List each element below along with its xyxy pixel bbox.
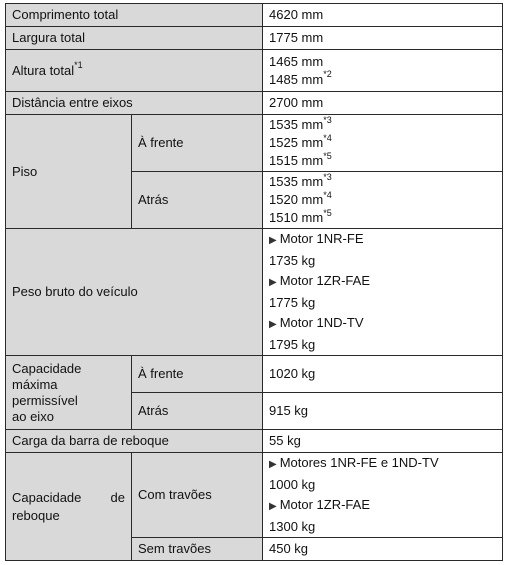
row-label-carga: Carga da barra de reboque (6, 430, 263, 453)
footnote-marker: *1 (74, 60, 83, 71)
piso-frente-value-3: 1515 $mm^{*5}$ (269, 150, 332, 168)
peso-weight-2: 1775 kg (269, 295, 316, 310)
peso-engine-1: ▶ Motor 1NR-FE (269, 231, 364, 246)
row-label-reboque (6, 453, 132, 561)
peso-weight-3: 1795 kg (269, 337, 316, 352)
reboque-com-values (263, 453, 503, 538)
piso-atras-value-2: 1520 $mm^{*4}$ (269, 189, 332, 207)
piso-frente-value-2: 1525 $mm^{*4}$ (269, 132, 332, 150)
table-row (6, 50, 503, 92)
row-label-distancia: Distância entre eixos (6, 92, 263, 115)
table-row (6, 356, 503, 393)
table-row (6, 115, 503, 172)
reboque-engine-1: ▶ Motores 1NR-FE e 1ND-TV (269, 455, 439, 470)
piso-frente-values (263, 115, 503, 172)
reboque-label-line-1: Capacidade de (12, 489, 125, 505)
right-triangle-icon: ▶ (269, 319, 277, 330)
piso-atras-values (263, 172, 503, 229)
altura-value-1: 1465 mm (269, 53, 324, 69)
right-triangle-icon: ▶ (269, 235, 277, 246)
row-label-comprimento: Comprimento total (6, 4, 263, 27)
reboque-engine-2: ▶ Motor 1ZR-FAE (269, 497, 370, 512)
reboque-label-line-2: reboque (12, 507, 60, 523)
specifications-table (5, 3, 503, 561)
capacidade-eixo-atras-value: 915 kg (263, 393, 503, 430)
table-row (6, 27, 503, 50)
table-row (6, 453, 503, 538)
altura-value-2-line (269, 71, 496, 89)
reboque-sem-label: Sem travões (132, 538, 263, 561)
peso-engine-2: ▶ Motor 1ZR-FAE (269, 273, 370, 288)
altura-value-2: 1485 mm (269, 71, 324, 87)
table-row (6, 430, 503, 453)
row-value-comprimento: 4620 mm (263, 4, 503, 27)
piso-atras-label: Atrás (132, 172, 263, 229)
reboque-weight-1: 1000 kg (269, 477, 316, 492)
capacidade-eixo-frente-label: À frente (132, 356, 263, 393)
reboque-sem-value: 450 kg (263, 538, 503, 561)
row-label-altura (6, 50, 263, 92)
peso-weight-1: 1735 kg (269, 253, 316, 268)
right-triangle-icon: ▶ (269, 277, 277, 288)
reboque-com-label: Com travões (132, 453, 263, 538)
piso-frente-value-1: 1535 $mm^{*3}$ (269, 114, 332, 132)
row-label-peso: Peso bruto do veículo (6, 229, 263, 356)
row-value-peso (263, 229, 503, 356)
row-label-piso: Piso (6, 115, 132, 229)
right-triangle-icon: ▶ (269, 501, 277, 512)
capacidade-eixo-atras-label: Atrás (132, 393, 263, 430)
reboque-weight-2: 1300 kg (269, 519, 316, 534)
table-row (6, 229, 503, 356)
row-label-capacidade-eixo: Capacidade máxima permissível ao eixo (6, 356, 132, 430)
row-value-distancia: 2700 mm (263, 92, 503, 115)
row-value-altura (263, 50, 503, 92)
capacidade-eixo-frente-value: 1020 kg (263, 356, 503, 393)
table-row (6, 92, 503, 115)
footnote-marker: *2 (323, 69, 332, 80)
row-value-largura: 1775 mm (263, 27, 503, 50)
piso-frente-label: À frente (132, 115, 263, 172)
right-triangle-icon: ▶ (269, 459, 277, 470)
piso-atras-value-1: 1535 $mm^{*3}$ (269, 171, 332, 189)
peso-engine-3: ▶ Motor 1ND-TV (269, 315, 364, 330)
row-label-largura: Largura total (6, 27, 263, 50)
piso-atras-value-3: 1510 $mm^{*5}$ (269, 207, 332, 225)
row-value-carga: 55 kg (263, 430, 503, 453)
table-row (6, 4, 503, 27)
altura-label-text: Altura total (12, 62, 75, 78)
